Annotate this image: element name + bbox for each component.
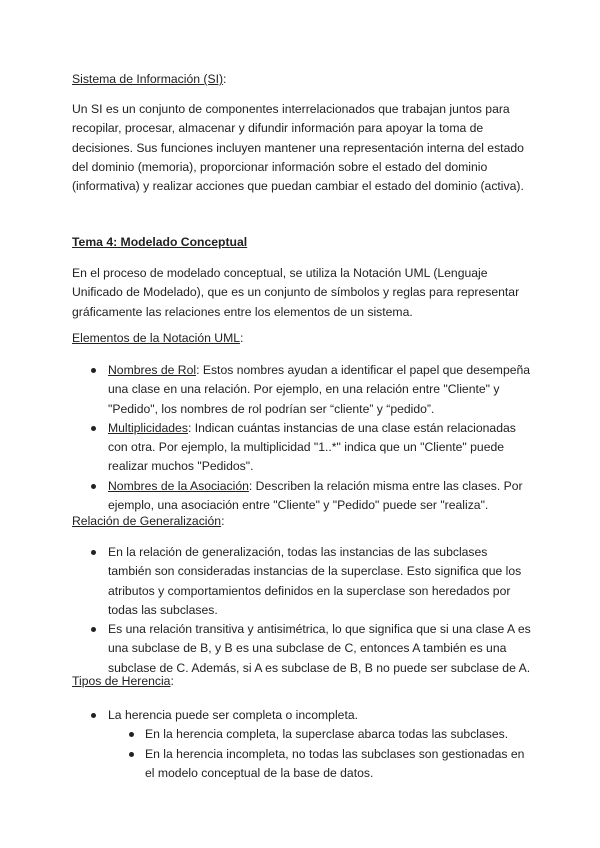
text-line: el modelo conceptual de la base de datos.	[145, 765, 374, 780]
text-line: con otra. Por ejemplo, la multiplicidad "1..*" indica que un "Cliente" puede	[108, 440, 505, 455]
text-line: una subclase de B, y B es una subclase de C, entonces A también es una	[108, 641, 507, 656]
text-line: Unificado de Modelado), que es un conjunto de símbolos y reglas para representar	[72, 285, 520, 300]
gen-list	[72, 543, 542, 678]
text-line: subclase de C. Además, si A es subclase de B, B no puede ser subclase de A.	[108, 660, 531, 675]
bullet-icon	[91, 368, 96, 373]
bullet-icon	[129, 752, 134, 757]
text-line: también son consideradas instancias de la superclase. Esto significa que los	[108, 564, 522, 579]
text-line: ejemplo, una asociación entre "Cliente" y "Pedido" puede ser "realiza".	[108, 498, 489, 513]
text-line: En la herencia incompleta, no todas las subclases son gestionadas en	[145, 746, 525, 761]
text-line: todas las subclases.	[108, 602, 218, 617]
heading-text: Relación de Generalización	[72, 514, 222, 528]
gen-heading	[72, 512, 542, 531]
heading-text: Tipos de Herencia	[72, 674, 171, 688]
bullet-icon	[91, 713, 96, 718]
text-line: Un SI es un conjunto de componentes interrelacionados que trabajan juntos para	[72, 102, 510, 116]
text-line: gráficamente las relaciones entre los elementos de un sistema.	[72, 304, 413, 319]
sub-list-item	[72, 745, 542, 784]
heading-text: Elementos de la Notación UML	[72, 331, 241, 345]
text-line: (informativa) y realizar acciones que puedan cambiar el estado del dominio (activa).	[72, 179, 524, 194]
si-paragraph	[72, 100, 542, 196]
text-line: una clase en una relación. Por ejemplo, en una relación entre "Cliente" y	[108, 382, 500, 397]
bullet-icon	[91, 484, 96, 489]
text-line: Es una relación transitiva y antisimétrica, lo que significa que si una clase A es	[108, 622, 531, 637]
list-item	[72, 706, 542, 725]
text-line: "Pedido", los nombres de rol podrían ser “cliente” y “pedido”.	[108, 401, 435, 416]
herencia-list	[72, 706, 542, 783]
herencia-heading	[72, 672, 542, 691]
text: : Describen la relación misma entre las clases. Por	[248, 478, 523, 493]
list-item	[72, 419, 542, 477]
uml-heading	[72, 329, 542, 348]
text-line: realizar muchos "Pedidos".	[108, 459, 254, 474]
bullet-icon	[129, 732, 134, 737]
term: Multiplicidades	[108, 420, 188, 435]
bullet-icon	[91, 627, 96, 632]
text: : Estos nombres ayudan a identificar el papel que desempeña	[196, 363, 531, 377]
text-line: La herencia puede ser completa o incompleta.	[108, 708, 358, 722]
si-heading	[72, 70, 542, 89]
text-line: En la relación de generalización, todas las instancias de las subclases	[108, 545, 488, 559]
sub-list-item	[72, 725, 542, 744]
uml-list	[72, 361, 542, 515]
colon: :	[240, 331, 244, 345]
list-item	[72, 543, 542, 620]
text-line: recopilar, procesar, almacenar y difundir información para apoyar la toma de	[72, 121, 484, 136]
heading-text: Sistema de Información (SI)	[72, 72, 224, 86]
colon: :	[223, 72, 227, 86]
text-line: atributos y comportamientos definidos en la superclase son heredados por	[108, 583, 511, 598]
colon: :	[170, 674, 174, 688]
text-line: decisiones. Sus funciones incluyen mantener una representación interna del estado	[72, 140, 524, 155]
colon: :	[221, 514, 225, 528]
tema4-heading: Tema 4: Modelado Conceptual	[72, 235, 248, 249]
list-item	[72, 620, 542, 678]
tema4-paragraph	[72, 264, 542, 322]
text-line: En el proceso de modelado conceptual, se utiliza la Notación UML (Lenguaje	[72, 266, 488, 280]
text-line: En la herencia completa, la superclase abarca todas las subclases.	[145, 727, 509, 742]
text: : Indican cuántas instancias de una clase están relacionadas	[187, 420, 516, 435]
term: Nombres de la Asociación	[108, 478, 249, 493]
term: Nombres de Rol	[108, 363, 197, 377]
list-item	[72, 477, 542, 516]
list-item	[72, 361, 542, 419]
bullet-icon	[91, 550, 96, 555]
bullet-icon	[91, 426, 96, 431]
text-line: del dominio (memoria), proporcionar información sobre el estado del dominio	[72, 159, 488, 174]
